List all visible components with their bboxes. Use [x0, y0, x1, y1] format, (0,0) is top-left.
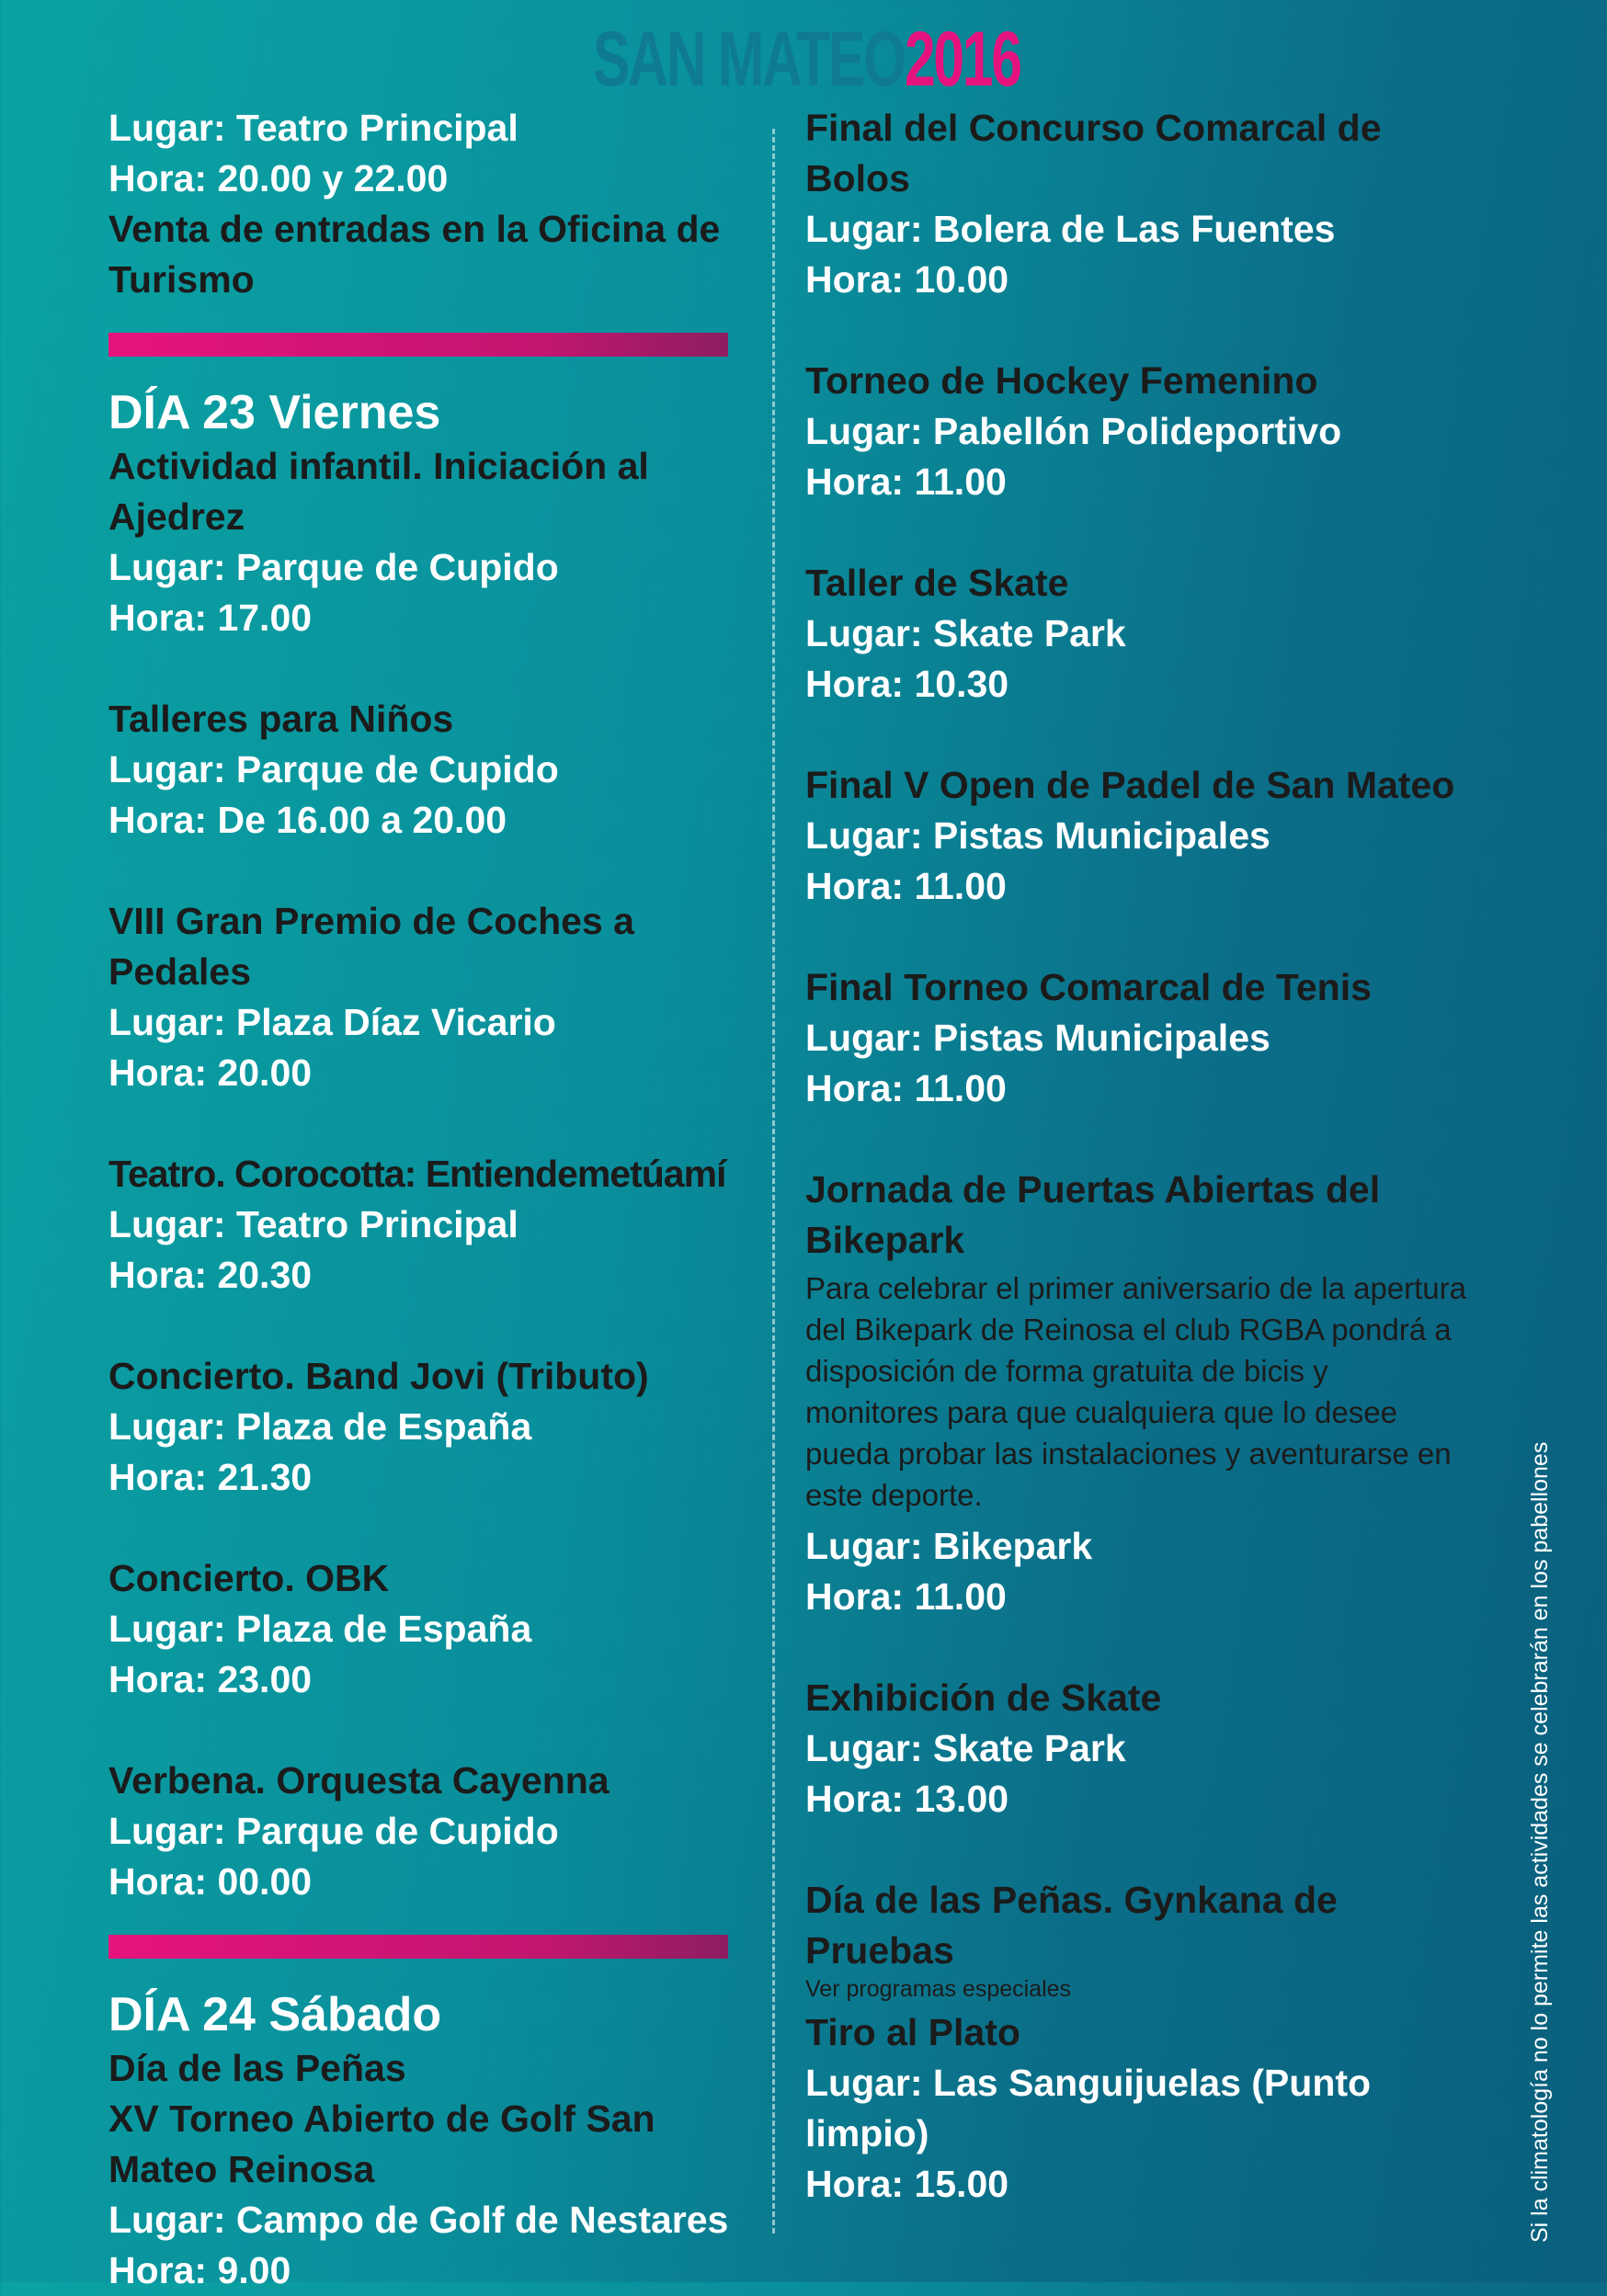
- day-heading-23: DÍA 23 Viernes: [108, 386, 441, 439]
- event-title: Día de las Peñas. Gynkana de Pruebas: [805, 1879, 1338, 1972]
- event-place: Lugar: Pistas Municipales: [805, 1017, 1271, 1059]
- event-title-secondary: XV Torneo Abierto de Golf San Mateo Reinosa: [108, 2097, 655, 2190]
- event-title: Jornada de Puertas Abiertas del Bikepark: [805, 1168, 1381, 1261]
- event-time: Hora: 9.00: [108, 2249, 291, 2291]
- event-obk: [108, 1553, 763, 1705]
- event-verbena: [108, 1756, 763, 1907]
- event-title: Exhibición de Skate: [805, 1677, 1162, 1719]
- event-place: Lugar: Pabellón Polideportivo: [805, 410, 1342, 452]
- event-place: Lugar: Parque de Cupido: [108, 748, 559, 790]
- event-place: Lugar: Plaza de España: [108, 1608, 532, 1650]
- event-time: Hora: 23.00: [108, 1658, 313, 1700]
- event-place: Lugar: Bikepark: [805, 1525, 1093, 1567]
- event-place: Lugar: Skate Park: [805, 612, 1126, 654]
- event-title: Concierto. OBK: [108, 1557, 390, 1599]
- event-title: Taller de Skate: [805, 562, 1069, 604]
- event-title: Concierto. Band Jovi (Tributo): [108, 1355, 649, 1397]
- event-ajedrez: [108, 441, 763, 643]
- event-place: Lugar: Skate Park: [805, 1727, 1126, 1769]
- festival-logo: [593, 13, 1020, 105]
- event-place: Lugar: Plaza Díaz Vicario: [108, 1001, 556, 1043]
- event-title: Actividad infantil. Iniciación al Ajedrez: [108, 445, 649, 538]
- event-gynkana: [805, 1875, 1467, 2210]
- event-tenis: [805, 962, 1467, 1114]
- column-divider: [772, 129, 775, 2233]
- event-time: Hora: 20.00 y 22.00: [108, 157, 449, 199]
- event-teatro-corocotta: [108, 1149, 763, 1301]
- event-band-jovi: [108, 1351, 763, 1503]
- event-place: Lugar: Pistas Municipales: [805, 814, 1271, 857]
- day-heading-24: DÍA 24 Sábado: [108, 1988, 442, 2041]
- logo-year: 2016: [904, 16, 1020, 102]
- event-hockey: [805, 356, 1467, 507]
- event-golf: [108, 2043, 763, 2296]
- event-time: Hora: 00.00: [108, 1860, 313, 1903]
- event-place: Lugar: Parque de Cupido: [108, 546, 559, 588]
- event-bolos: [805, 103, 1467, 305]
- event-exhibicion-skate: [805, 1673, 1467, 1824]
- left-column: [108, 103, 763, 2296]
- logo-text: SAN MATEO: [593, 16, 905, 102]
- event-note: Ver programas especiales: [805, 1976, 1072, 2002]
- event-place: Lugar: Las Sanguijuelas (Punto limpio): [805, 2062, 1372, 2154]
- event-note: Venta de entradas en la Oficina de Turismo: [108, 208, 721, 301]
- event-time: Hora: 20.30: [108, 1254, 313, 1296]
- event-time: Hora: 10.00: [805, 258, 1009, 301]
- event-title: Talleres para Niños: [108, 698, 454, 740]
- event-time: Hora: De 16.00 a 20.00: [108, 799, 507, 841]
- event-bikepark: [805, 1165, 1467, 1622]
- event-title: Torneo de Hockey Femenino: [805, 359, 1318, 402]
- event-time: Hora: 15.00: [805, 2163, 1009, 2205]
- event-place: Lugar: Parque de Cupido: [108, 1810, 559, 1852]
- event-talleres: [108, 694, 763, 846]
- event-title: VIII Gran Premio de Coches a Pedales: [108, 900, 634, 993]
- event-time: Hora: 21.30: [108, 1456, 313, 1498]
- event-title: Verbena. Orquesta Cayenna: [108, 1759, 610, 1802]
- event-place: Lugar: Teatro Principal: [108, 1203, 519, 1245]
- event-place: Lugar: Plaza de España: [108, 1405, 532, 1448]
- event-time: Hora: 11.00: [805, 865, 1007, 907]
- event-teatro-continued: [108, 103, 763, 305]
- section-divider-bar: [108, 1935, 728, 1959]
- event-description: Para celebrar el primer aniversario de la apertura del Bikepark de Reinosa el club RGBA pondrá a disposición de forma gratuita de bicis y monitores para que cualquiera que lo desee pueda probar las instalaciones y aventurarse en este deporte.: [805, 1271, 1467, 1512]
- event-title: Final Torneo Comarcal de Tenis: [805, 966, 1372, 1008]
- event-time: Hora: 13.00: [805, 1778, 1009, 1820]
- event-title: Final V Open de Padel de San Mateo: [805, 764, 1455, 806]
- event-place: Lugar: Campo de Golf de Nestares: [108, 2199, 729, 2241]
- right-column: [805, 103, 1467, 2210]
- event-time: Hora: 11.00: [805, 460, 1007, 503]
- event-title: Día de las Peñas: [108, 2047, 406, 2089]
- section-divider-bar: [108, 333, 728, 357]
- event-coches-pedales: [108, 896, 763, 1098]
- event-place: Lugar: Teatro Principal: [108, 107, 519, 149]
- event-title: Teatro. Corocotta: Entiendemetúamí: [108, 1153, 726, 1195]
- event-time: Hora: 20.00: [108, 1051, 313, 1094]
- event-time: Hora: 11.00: [805, 1067, 1007, 1109]
- event-time: Hora: 10.30: [805, 663, 1009, 705]
- event-taller-skate: [805, 558, 1467, 710]
- event-time: Hora: 17.00: [108, 597, 313, 639]
- event-padel: [805, 760, 1467, 912]
- event-place: Lugar: Bolera de Las Fuentes: [805, 208, 1336, 250]
- event-time: Hora: 11.00: [805, 1575, 1007, 1618]
- weather-side-note: Si la climatología no lo permite las actividades se celebrarán en los pabellones: [1527, 1441, 1553, 2243]
- event-title: Final del Concurso Comarcal de Bolos: [805, 107, 1382, 199]
- event-title-secondary: Tiro al Plato: [805, 2011, 1020, 2053]
